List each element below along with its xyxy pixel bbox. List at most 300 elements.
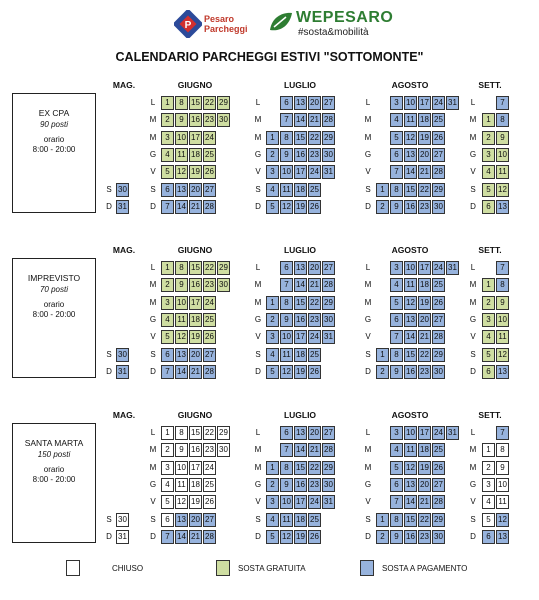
month-header: LUGLIO xyxy=(283,410,317,420)
calendar-day: 6 xyxy=(280,261,293,275)
calendar-day: 10 xyxy=(496,313,509,327)
calendar-day: 2 xyxy=(376,530,389,544)
weekday-label: G xyxy=(364,479,372,489)
weekday-label: D xyxy=(365,366,371,376)
calendar-day: 21 xyxy=(418,495,431,509)
weekday-label: D xyxy=(150,366,156,376)
calendar-day: 15 xyxy=(294,131,307,145)
calendar-day: 24 xyxy=(203,296,216,310)
calendar-day: 26 xyxy=(203,495,216,509)
calendar-day: 2 xyxy=(266,148,279,162)
calendar-day: 3 xyxy=(266,165,279,179)
calendar-day: 12 xyxy=(280,200,293,214)
logo-text-wepesaro: WEPESARO xyxy=(296,9,394,26)
weekday-label: M xyxy=(149,297,157,307)
calendar-day: 28 xyxy=(203,365,216,379)
calendar-day: 29 xyxy=(322,461,335,475)
weekday-label: M xyxy=(364,445,372,455)
weekday-label: M xyxy=(149,445,157,455)
calendar-day: 30 xyxy=(432,530,445,544)
calendar-day: 12 xyxy=(404,461,417,475)
calendar-day: 3 xyxy=(266,495,279,509)
weekday-label: M xyxy=(469,132,477,142)
calendar-day: 23 xyxy=(308,148,321,162)
calendar-day: 20 xyxy=(189,183,202,197)
calendar-day: 28 xyxy=(432,165,445,179)
calendar-day: 31 xyxy=(322,330,335,344)
calendar-day: 16 xyxy=(294,478,307,492)
page-title: CALENDARIO PARCHEGGI ESTIVI "SOTTOMONTE" xyxy=(115,50,424,64)
weekday-label: L xyxy=(470,428,476,437)
calendar-day: 12 xyxy=(175,330,188,344)
weekday-label: G xyxy=(469,149,477,159)
calendar-day: 20 xyxy=(308,426,321,440)
weekday-label: S xyxy=(470,184,476,194)
calendar-day: 27 xyxy=(432,313,445,327)
calendar-day: 9 xyxy=(280,478,293,492)
weekday-label: V xyxy=(255,497,261,507)
calendar-day: 2 xyxy=(266,478,279,492)
calendar-day: 18 xyxy=(294,513,307,527)
calendar-day: 5 xyxy=(390,131,403,145)
calendar-day: 11 xyxy=(280,183,293,197)
calendar-day: 12 xyxy=(496,183,509,197)
calendar-day: 26 xyxy=(203,165,216,179)
month-header: SETT. xyxy=(478,245,502,255)
calendar-day: 13 xyxy=(175,348,188,362)
calendar-day: 8 xyxy=(280,131,293,145)
calendar-day: 20 xyxy=(418,313,431,327)
calendar-day: 28 xyxy=(322,443,335,457)
weekday-label: V xyxy=(365,497,371,507)
calendar-day: 19 xyxy=(418,131,431,145)
calendar-day: 9 xyxy=(496,296,509,310)
weekday-label: S xyxy=(365,184,371,194)
calendar-day: 11 xyxy=(404,278,417,292)
calendar-day: 5 xyxy=(482,183,495,197)
calendar-day: 8 xyxy=(496,278,509,292)
opening-label: orario xyxy=(43,300,65,309)
calendar-day: 4 xyxy=(482,165,495,179)
weekday-label: S xyxy=(150,184,156,194)
calendar-day: 15 xyxy=(189,426,202,440)
calendar-day: 12 xyxy=(280,530,293,544)
month-header: AGOSTO xyxy=(391,80,429,90)
month-header: MAG. xyxy=(112,80,136,90)
calendar-day: 29 xyxy=(432,183,445,197)
calendar-day: 5 xyxy=(266,200,279,214)
calendar-day: 17 xyxy=(189,131,202,145)
weekday-label: M xyxy=(254,132,262,142)
calendar-day: 24 xyxy=(308,330,321,344)
calendar-day: 8 xyxy=(175,96,188,110)
weekday-label: S xyxy=(150,349,156,359)
weekday-label: D xyxy=(150,531,156,541)
calendar-day: 7 xyxy=(496,261,509,275)
calendar-day: 17 xyxy=(294,495,307,509)
calendar-day: 2 xyxy=(161,113,174,127)
calendar-day: 12 xyxy=(404,296,417,310)
logo-text-parcheggi: Parcheggi xyxy=(204,24,248,34)
month-header: GIUGNO xyxy=(177,410,213,420)
calendar-day: 8 xyxy=(390,183,403,197)
weekday-label: L xyxy=(150,263,156,272)
calendar-day: 1 xyxy=(376,348,389,362)
weekday-label: M xyxy=(364,280,372,290)
legend xyxy=(0,560,539,580)
calendar-day: 16 xyxy=(404,365,417,379)
weekday-label: S xyxy=(106,349,112,359)
calendar-day: 8 xyxy=(175,261,188,275)
calendar-day: 9 xyxy=(280,148,293,162)
parking-info-box xyxy=(12,93,96,213)
calendar-day: 13 xyxy=(404,313,417,327)
calendar-day: 16 xyxy=(404,530,417,544)
weekday-label: D xyxy=(150,201,156,211)
calendar-day: 22 xyxy=(308,131,321,145)
calendar-day: 14 xyxy=(404,165,417,179)
calendar-day: 7 xyxy=(280,113,293,127)
calendar-day: 1 xyxy=(161,261,174,275)
weekday-label: M xyxy=(254,445,262,455)
calendar-day: 23 xyxy=(308,313,321,327)
calendar-day: 7 xyxy=(390,330,403,344)
weekday-label: S xyxy=(470,514,476,524)
calendar-day: 30 xyxy=(116,513,129,527)
legend-label-closed: CHIUSO xyxy=(112,564,144,573)
calendar-day: 8 xyxy=(390,513,403,527)
calendar-day: 3 xyxy=(161,461,174,475)
calendar-day: 3 xyxy=(161,296,174,310)
calendar-day: 6 xyxy=(390,478,403,492)
weekday-label: L xyxy=(365,428,371,437)
parking-name: IMPREVISTO xyxy=(27,273,81,283)
weekday-label: D xyxy=(106,366,112,376)
weekday-label: S xyxy=(255,514,261,524)
calendar-day: 6 xyxy=(161,348,174,362)
calendar-day: 6 xyxy=(482,200,495,214)
parking-info-box xyxy=(12,423,96,543)
month-header: GIUGNO xyxy=(177,245,213,255)
calendar-day: 11 xyxy=(496,330,509,344)
calendar-day: 4 xyxy=(266,348,279,362)
calendar-day: 22 xyxy=(203,96,216,110)
calendar-day: 11 xyxy=(496,495,509,509)
calendar-day: 22 xyxy=(203,426,216,440)
calendar-day: 31 xyxy=(446,261,459,275)
svg-text:P: P xyxy=(184,20,192,31)
calendar-day: 3 xyxy=(390,96,403,110)
legend-swatch-free xyxy=(216,560,230,576)
weekday-label: M xyxy=(364,132,372,142)
calendar-day: 31 xyxy=(116,200,129,214)
opening-hours: 8:00 - 20:00 xyxy=(32,310,76,319)
calendar-day: 30 xyxy=(432,365,445,379)
weekday-label: D xyxy=(255,366,261,376)
calendar-day: 14 xyxy=(294,113,307,127)
calendar-day: 13 xyxy=(175,513,188,527)
calendar-day: 25 xyxy=(432,113,445,127)
logo-text-tagline: #sosta&mobilità xyxy=(298,27,369,38)
parking-spaces: 90 posti xyxy=(39,120,69,129)
calendar-day: 14 xyxy=(175,530,188,544)
calendar-day: 2 xyxy=(376,200,389,214)
calendar-day: 15 xyxy=(404,513,417,527)
calendar-day: 25 xyxy=(432,443,445,457)
weekday-label: G xyxy=(149,314,157,324)
weekday-label: L xyxy=(470,98,476,107)
calendar-day: 13 xyxy=(294,96,307,110)
calendar-day: 23 xyxy=(203,113,216,127)
calendar-day: 10 xyxy=(280,165,293,179)
calendar-day: 4 xyxy=(390,443,403,457)
calendar-day: 22 xyxy=(418,183,431,197)
calendar-day: 22 xyxy=(418,513,431,527)
calendar-day: 11 xyxy=(404,113,417,127)
weekday-label: S xyxy=(470,349,476,359)
calendar-day: 2 xyxy=(482,296,495,310)
calendar-day: 15 xyxy=(404,183,417,197)
calendar-day: 10 xyxy=(280,495,293,509)
month-header: LUGLIO xyxy=(283,245,317,255)
legend-swatch-closed xyxy=(66,560,80,576)
calendar-day: 4 xyxy=(482,495,495,509)
weekday-label: G xyxy=(364,149,372,159)
calendar-day: 7 xyxy=(280,278,293,292)
weekday-label: L xyxy=(255,263,261,272)
calendar-day: 5 xyxy=(390,296,403,310)
calendar-day: 13 xyxy=(294,261,307,275)
weekday-label: G xyxy=(469,314,477,324)
calendar-day: 9 xyxy=(390,365,403,379)
weekday-label: V xyxy=(470,497,476,507)
calendar-day: 13 xyxy=(496,200,509,214)
calendar-day: 11 xyxy=(280,348,293,362)
calendar-day: 4 xyxy=(266,183,279,197)
calendar-day: 25 xyxy=(203,313,216,327)
weekday-label: V xyxy=(470,167,476,177)
calendar-day: 31 xyxy=(446,426,459,440)
weekday-label: L xyxy=(255,428,261,437)
calendar-day: 20 xyxy=(308,261,321,275)
weekday-label: G xyxy=(254,479,262,489)
calendar-day: 2 xyxy=(376,365,389,379)
calendar-day: 4 xyxy=(482,330,495,344)
weekday-label: G xyxy=(254,314,262,324)
calendar-day: 21 xyxy=(418,165,431,179)
calendar-day: 16 xyxy=(404,200,417,214)
calendar-day: 24 xyxy=(432,261,445,275)
calendar-day: 11 xyxy=(175,478,188,492)
weekday-label: D xyxy=(106,531,112,541)
calendar-day: 11 xyxy=(175,148,188,162)
calendar-day: 4 xyxy=(390,278,403,292)
calendar-day: 19 xyxy=(189,165,202,179)
calendar-day: 9 xyxy=(280,313,293,327)
calendar-day: 25 xyxy=(308,183,321,197)
pesaro-parcheggi-icon xyxy=(174,10,202,38)
weekday-label: M xyxy=(364,297,372,307)
calendar-day: 14 xyxy=(404,495,417,509)
calendar-day: 1 xyxy=(376,513,389,527)
calendar-day: 12 xyxy=(175,495,188,509)
calendar-day: 14 xyxy=(404,330,417,344)
calendar-day: 30 xyxy=(116,348,129,362)
calendar-day: 7 xyxy=(280,443,293,457)
calendar-day: 24 xyxy=(432,96,445,110)
calendar-day: 17 xyxy=(418,96,431,110)
calendar-day: 12 xyxy=(496,348,509,362)
parking-name: EX CPA xyxy=(38,108,70,118)
weekday-label: M xyxy=(149,115,157,125)
calendar-day: 14 xyxy=(175,200,188,214)
parking-section xyxy=(0,243,539,393)
calendar-day: 13 xyxy=(404,148,417,162)
parking-info-box xyxy=(12,258,96,378)
calendar-day: 29 xyxy=(432,513,445,527)
calendar-day: 10 xyxy=(404,96,417,110)
calendar-day: 8 xyxy=(280,461,293,475)
calendar-day: 24 xyxy=(308,165,321,179)
weekday-label: G xyxy=(364,314,372,324)
calendar-day: 17 xyxy=(294,165,307,179)
weekday-label: S xyxy=(365,514,371,524)
calendar-day: 5 xyxy=(266,365,279,379)
calendar-day: 3 xyxy=(482,313,495,327)
legend-label-paid: SOSTA A PAGAMENTO xyxy=(382,564,468,573)
calendar-day: 27 xyxy=(203,348,216,362)
calendar-day: 21 xyxy=(189,365,202,379)
calendar-day: 9 xyxy=(390,200,403,214)
calendar-day: 2 xyxy=(266,313,279,327)
calendar-day: 2 xyxy=(482,131,495,145)
calendar-day: 20 xyxy=(308,96,321,110)
calendar-day: 26 xyxy=(308,200,321,214)
calendar-day: 11 xyxy=(175,313,188,327)
calendar-day: 14 xyxy=(294,278,307,292)
calendar-day: 5 xyxy=(161,330,174,344)
calendar-day: 27 xyxy=(432,148,445,162)
weekday-label: L xyxy=(365,263,371,272)
calendar-day: 18 xyxy=(294,183,307,197)
calendar-day: 8 xyxy=(390,348,403,362)
legend-label-free: SOSTA GRATUITA xyxy=(238,564,306,573)
weekday-label: M xyxy=(469,462,477,472)
calendar-day: 30 xyxy=(116,183,129,197)
weekday-label: G xyxy=(149,149,157,159)
month-header: SETT. xyxy=(478,80,502,90)
weekday-label: L xyxy=(365,98,371,107)
calendar-day: 1 xyxy=(161,426,174,440)
calendar-day: 12 xyxy=(496,513,509,527)
calendar-day: 27 xyxy=(432,478,445,492)
calendar-day: 17 xyxy=(418,261,431,275)
weekday-label: M xyxy=(469,115,477,125)
calendar-day: 6 xyxy=(280,96,293,110)
month-header: GIUGNO xyxy=(177,80,213,90)
calendar-day: 8 xyxy=(496,443,509,457)
calendar-day: 31 xyxy=(322,165,335,179)
calendar-day: 18 xyxy=(418,113,431,127)
calendar-day: 24 xyxy=(203,461,216,475)
calendar-day: 1 xyxy=(482,113,495,127)
weekday-label: M xyxy=(469,297,477,307)
calendar-day: 28 xyxy=(203,200,216,214)
calendar-day: 24 xyxy=(308,495,321,509)
calendar-day: 5 xyxy=(161,495,174,509)
weekday-label: S xyxy=(106,514,112,524)
weekday-label: L xyxy=(150,98,156,107)
weekday-label: V xyxy=(365,332,371,342)
calendar-day: 26 xyxy=(432,296,445,310)
calendar-day: 29 xyxy=(322,296,335,310)
calendar-day: 12 xyxy=(404,131,417,145)
calendar-day: 31 xyxy=(322,495,335,509)
calendar-day: 30 xyxy=(217,113,230,127)
parking-spaces: 150 posti xyxy=(37,450,71,459)
weekday-label: S xyxy=(106,184,112,194)
calendar-day: 18 xyxy=(294,348,307,362)
calendar-day: 16 xyxy=(189,278,202,292)
calendar-day: 6 xyxy=(482,530,495,544)
calendar-day: 1 xyxy=(482,278,495,292)
calendar-day: 21 xyxy=(308,443,321,457)
calendar-day: 6 xyxy=(482,365,495,379)
weekday-label: V xyxy=(470,332,476,342)
calendar-day: 16 xyxy=(189,113,202,127)
weekday-label: D xyxy=(470,531,476,541)
calendar-day: 30 xyxy=(322,313,335,327)
calendar-day: 29 xyxy=(217,261,230,275)
calendar-day: 9 xyxy=(390,530,403,544)
weekday-label: D xyxy=(470,201,476,211)
calendar-day: 3 xyxy=(266,330,279,344)
calendar-day: 15 xyxy=(189,261,202,275)
calendar-day: 19 xyxy=(294,365,307,379)
calendar-day: 8 xyxy=(175,426,188,440)
calendar-day: 5 xyxy=(482,513,495,527)
calendar-day: 15 xyxy=(294,461,307,475)
calendar-day: 26 xyxy=(308,365,321,379)
calendar-day: 31 xyxy=(116,530,129,544)
calendar-day: 30 xyxy=(322,478,335,492)
calendar-day: 27 xyxy=(322,96,335,110)
calendar-day: 3 xyxy=(161,131,174,145)
calendar-day: 7 xyxy=(161,200,174,214)
parking-spaces: 70 posti xyxy=(39,285,69,294)
calendar-day: 13 xyxy=(496,365,509,379)
calendar-day: 3 xyxy=(390,426,403,440)
calendar-day: 20 xyxy=(418,148,431,162)
weekday-label: L xyxy=(255,98,261,107)
calendar-day: 4 xyxy=(161,148,174,162)
calendar-day: 26 xyxy=(308,530,321,544)
wepesaro-leaf-icon xyxy=(268,10,294,34)
opening-label: orario xyxy=(43,135,65,144)
weekday-label: M xyxy=(149,462,157,472)
calendar-day: 10 xyxy=(280,330,293,344)
calendar-day: 18 xyxy=(189,148,202,162)
calendar-day: 2 xyxy=(161,278,174,292)
month-header: LUGLIO xyxy=(283,80,317,90)
calendar-day: 6 xyxy=(390,148,403,162)
calendar-day: 10 xyxy=(496,478,509,492)
weekday-label: L xyxy=(470,263,476,272)
calendar-day: 22 xyxy=(203,261,216,275)
weekday-label: M xyxy=(149,280,157,290)
calendar-day: 28 xyxy=(432,330,445,344)
calendar-day: 24 xyxy=(432,426,445,440)
